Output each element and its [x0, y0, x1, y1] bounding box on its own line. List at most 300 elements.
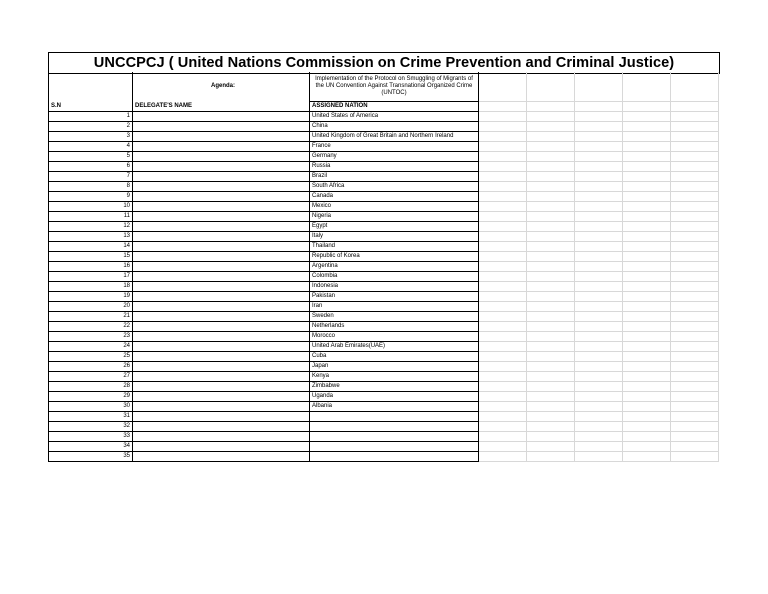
- empty-cell[interactable]: [671, 152, 719, 162]
- delegate-name-cell[interactable]: [133, 252, 310, 262]
- assigned-nation-cell[interactable]: Argentina: [310, 262, 479, 272]
- empty-cell[interactable]: [575, 452, 623, 462]
- sn-cell[interactable]: 12: [49, 222, 133, 232]
- empty-cell[interactable]: [671, 322, 719, 332]
- empty-cell[interactable]: [575, 422, 623, 432]
- empty-cell[interactable]: [575, 142, 623, 152]
- assigned-nation-cell[interactable]: Indonesia: [310, 282, 479, 292]
- empty-cell[interactable]: [479, 272, 527, 282]
- empty-cell[interactable]: [479, 172, 527, 182]
- sn-cell[interactable]: 5: [49, 152, 133, 162]
- sn-cell[interactable]: 19: [49, 292, 133, 302]
- delegate-name-cell[interactable]: [133, 132, 310, 142]
- empty-cell[interactable]: [623, 222, 671, 232]
- empty-cell[interactable]: [479, 152, 527, 162]
- assigned-nation-cell[interactable]: Egypt: [310, 222, 479, 232]
- delegate-name-cell[interactable]: [133, 352, 310, 362]
- empty-cell[interactable]: [527, 162, 575, 172]
- empty-cell[interactable]: [527, 172, 575, 182]
- sn-cell[interactable]: 3: [49, 132, 133, 142]
- empty-cell[interactable]: [527, 382, 575, 392]
- empty-cell[interactable]: [527, 242, 575, 252]
- delegate-name-cell[interactable]: [133, 272, 310, 282]
- empty-cell[interactable]: [527, 252, 575, 262]
- header-nation[interactable]: ASSIGNED NATION: [310, 102, 479, 112]
- empty-cell[interactable]: [623, 372, 671, 382]
- empty-cell[interactable]: [527, 292, 575, 302]
- sn-cell[interactable]: 15: [49, 252, 133, 262]
- empty-cell[interactable]: [527, 332, 575, 342]
- sn-cell[interactable]: 18: [49, 282, 133, 292]
- empty-cell[interactable]: [623, 352, 671, 362]
- sheet-title[interactable]: UNCCPCJ ( United Nations Commission on Crime Prevention and Criminal Justice): [48, 52, 720, 74]
- empty-cell[interactable]: [527, 442, 575, 452]
- empty-cell[interactable]: [479, 422, 527, 432]
- assigned-nation-cell[interactable]: Zimbabwe: [310, 382, 479, 392]
- empty-cell[interactable]: [575, 162, 623, 172]
- empty-cell[interactable]: [671, 332, 719, 342]
- empty-cell[interactable]: [479, 362, 527, 372]
- sn-cell[interactable]: 7: [49, 172, 133, 182]
- empty-cell[interactable]: [623, 252, 671, 262]
- empty-cell[interactable]: [479, 442, 527, 452]
- empty-cell[interactable]: [575, 382, 623, 392]
- delegate-name-cell[interactable]: [133, 412, 310, 422]
- assigned-nation-cell[interactable]: [310, 452, 479, 462]
- empty-cell[interactable]: [527, 262, 575, 272]
- empty-cell[interactable]: [527, 212, 575, 222]
- empty-cell[interactable]: [671, 182, 719, 192]
- sn-cell[interactable]: 24: [49, 342, 133, 352]
- assigned-nation-cell[interactable]: United States of America: [310, 112, 479, 122]
- empty-cell[interactable]: [527, 132, 575, 142]
- empty-cell[interactable]: [671, 112, 719, 122]
- empty-cell[interactable]: [479, 222, 527, 232]
- empty-cell[interactable]: [623, 122, 671, 132]
- empty-cell[interactable]: [671, 312, 719, 322]
- empty-cell[interactable]: [527, 392, 575, 402]
- delegate-name-cell[interactable]: [133, 382, 310, 392]
- empty-cell[interactable]: [575, 242, 623, 252]
- empty-cell[interactable]: [623, 262, 671, 272]
- sn-cell[interactable]: 1: [49, 112, 133, 122]
- delegate-name-cell[interactable]: [133, 142, 310, 152]
- empty-cell[interactable]: [671, 132, 719, 142]
- empty-cell[interactable]: [479, 182, 527, 192]
- empty-cell[interactable]: [575, 312, 623, 322]
- sn-cell[interactable]: 29: [49, 392, 133, 402]
- empty-cell[interactable]: [671, 102, 719, 112]
- empty-cell[interactable]: [671, 382, 719, 392]
- empty-cell[interactable]: [671, 342, 719, 352]
- sn-cell[interactable]: 2: [49, 122, 133, 132]
- empty-cell[interactable]: [671, 272, 719, 282]
- empty-cell[interactable]: [575, 182, 623, 192]
- sn-cell[interactable]: 4: [49, 142, 133, 152]
- empty-cell[interactable]: [623, 442, 671, 452]
- empty-cell[interactable]: [671, 362, 719, 372]
- empty-cell[interactable]: [527, 122, 575, 132]
- empty-cell[interactable]: [479, 112, 527, 122]
- empty-cell[interactable]: [623, 432, 671, 442]
- empty-cell[interactable]: [49, 72, 133, 102]
- table-row: [49, 162, 719, 172]
- delegate-name-cell[interactable]: [133, 212, 310, 222]
- assigned-nation-cell[interactable]: Japan: [310, 362, 479, 372]
- empty-cell[interactable]: [527, 202, 575, 212]
- delegate-name-cell[interactable]: [133, 362, 310, 372]
- empty-cell[interactable]: [575, 402, 623, 412]
- sn-cell[interactable]: 11: [49, 212, 133, 222]
- empty-cell[interactable]: [671, 452, 719, 462]
- empty-cell[interactable]: [479, 242, 527, 252]
- assigned-nation-cell[interactable]: Thailand: [310, 242, 479, 252]
- empty-cell[interactable]: [575, 332, 623, 342]
- empty-cell[interactable]: [575, 132, 623, 142]
- assigned-nation-cell[interactable]: Italy: [310, 232, 479, 242]
- sn-cell[interactable]: 17: [49, 272, 133, 282]
- empty-cell[interactable]: [527, 422, 575, 432]
- empty-cell[interactable]: [479, 72, 527, 102]
- assigned-nation-cell[interactable]: [310, 422, 479, 432]
- empty-cell[interactable]: [575, 172, 623, 182]
- delegate-name-cell[interactable]: [133, 232, 310, 242]
- empty-cell[interactable]: [623, 382, 671, 392]
- empty-cell[interactable]: [623, 282, 671, 292]
- empty-cell[interactable]: [527, 282, 575, 292]
- sn-cell[interactable]: 28: [49, 382, 133, 392]
- delegate-name-cell[interactable]: [133, 222, 310, 232]
- empty-cell[interactable]: [527, 432, 575, 442]
- sn-cell[interactable]: 8: [49, 182, 133, 192]
- delegate-name-cell[interactable]: [133, 372, 310, 382]
- empty-cell[interactable]: [671, 252, 719, 262]
- empty-cell[interactable]: [479, 392, 527, 402]
- empty-cell[interactable]: [671, 162, 719, 172]
- empty-cell[interactable]: [623, 162, 671, 172]
- assigned-nation-cell[interactable]: [310, 432, 479, 442]
- sn-cell[interactable]: 23: [49, 332, 133, 342]
- empty-cell[interactable]: [671, 372, 719, 382]
- assigned-nation-cell[interactable]: France: [310, 142, 479, 152]
- empty-cell[interactable]: [527, 312, 575, 322]
- empty-cell[interactable]: [623, 102, 671, 112]
- empty-cell[interactable]: [527, 412, 575, 422]
- empty-cell[interactable]: [527, 72, 575, 102]
- sn-cell[interactable]: 31: [49, 412, 133, 422]
- empty-cell[interactable]: [575, 442, 623, 452]
- empty-cell[interactable]: [671, 222, 719, 232]
- empty-cell[interactable]: [479, 282, 527, 292]
- header-sn[interactable]: S.N: [49, 102, 133, 112]
- empty-cell[interactable]: [623, 392, 671, 402]
- empty-cell[interactable]: [575, 372, 623, 382]
- empty-cell[interactable]: [671, 172, 719, 182]
- empty-cell[interactable]: [671, 402, 719, 412]
- empty-cell[interactable]: [479, 262, 527, 272]
- empty-cell[interactable]: [671, 422, 719, 432]
- sn-cell[interactable]: 6: [49, 162, 133, 172]
- empty-cell[interactable]: [623, 322, 671, 332]
- empty-cell[interactable]: [623, 342, 671, 352]
- empty-cell[interactable]: [623, 452, 671, 462]
- sn-cell[interactable]: 9: [49, 192, 133, 202]
- empty-cell[interactable]: [623, 412, 671, 422]
- assigned-nation-cell[interactable]: Republic of Korea: [310, 252, 479, 262]
- sn-cell[interactable]: 20: [49, 302, 133, 312]
- delegate-name-cell[interactable]: [133, 242, 310, 252]
- empty-cell[interactable]: [575, 152, 623, 162]
- empty-cell[interactable]: [623, 172, 671, 182]
- empty-cell[interactable]: [479, 202, 527, 212]
- empty-cell[interactable]: [479, 212, 527, 222]
- empty-cell[interactable]: [623, 182, 671, 192]
- delegate-name-cell[interactable]: [133, 202, 310, 212]
- empty-cell[interactable]: [575, 222, 623, 232]
- empty-cell[interactable]: [479, 452, 527, 462]
- empty-cell[interactable]: [527, 452, 575, 462]
- empty-cell[interactable]: [575, 342, 623, 352]
- empty-cell[interactable]: [671, 242, 719, 252]
- empty-cell[interactable]: [623, 242, 671, 252]
- empty-cell[interactable]: [527, 362, 575, 372]
- delegate-name-cell[interactable]: [133, 282, 310, 292]
- empty-cell[interactable]: [671, 432, 719, 442]
- empty-cell[interactable]: [623, 192, 671, 202]
- empty-cell[interactable]: [527, 372, 575, 382]
- empty-cell[interactable]: [575, 302, 623, 312]
- empty-cell[interactable]: [575, 72, 623, 102]
- empty-cell[interactable]: [575, 252, 623, 262]
- empty-cell[interactable]: [575, 432, 623, 442]
- header-delegate[interactable]: DELEGATE'S NAME: [133, 102, 310, 112]
- assigned-nation-cell[interactable]: China: [310, 122, 479, 132]
- sn-cell[interactable]: 30: [49, 402, 133, 412]
- assigned-nation-cell[interactable]: Iran: [310, 302, 479, 312]
- delegate-name-cell[interactable]: [133, 452, 310, 462]
- assigned-nation-cell[interactable]: Germany: [310, 152, 479, 162]
- sn-cell[interactable]: 10: [49, 202, 133, 212]
- assigned-nation-cell[interactable]: Sweden: [310, 312, 479, 322]
- empty-cell[interactable]: [575, 102, 623, 112]
- delegate-name-cell[interactable]: [133, 122, 310, 132]
- empty-cell[interactable]: [527, 352, 575, 362]
- assigned-nation-cell[interactable]: Canada: [310, 192, 479, 202]
- empty-cell[interactable]: [671, 412, 719, 422]
- empty-cell[interactable]: [575, 292, 623, 302]
- empty-cell[interactable]: [623, 422, 671, 432]
- empty-cell[interactable]: [575, 282, 623, 292]
- delegate-name-cell[interactable]: [133, 432, 310, 442]
- empty-cell[interactable]: [575, 362, 623, 372]
- empty-cell[interactable]: [527, 102, 575, 112]
- empty-cell[interactable]: [479, 292, 527, 302]
- empty-cell[interactable]: [575, 122, 623, 132]
- sn-cell[interactable]: 13: [49, 232, 133, 242]
- empty-cell[interactable]: [479, 382, 527, 392]
- empty-cell[interactable]: [671, 442, 719, 452]
- empty-cell[interactable]: [623, 302, 671, 312]
- empty-cell[interactable]: [575, 272, 623, 282]
- empty-cell[interactable]: [479, 342, 527, 352]
- empty-cell[interactable]: [479, 432, 527, 442]
- sn-cell[interactable]: 14: [49, 242, 133, 252]
- sn-cell[interactable]: 35: [49, 452, 133, 462]
- empty-cell[interactable]: [575, 412, 623, 422]
- assigned-nation-cell[interactable]: [310, 412, 479, 422]
- empty-cell[interactable]: [671, 352, 719, 362]
- assigned-nation-cell[interactable]: Kenya: [310, 372, 479, 382]
- empty-cell[interactable]: [527, 322, 575, 332]
- sn-cell[interactable]: 34: [49, 442, 133, 452]
- empty-cell[interactable]: [527, 232, 575, 242]
- empty-cell[interactable]: [479, 302, 527, 312]
- sn-cell[interactable]: 27: [49, 372, 133, 382]
- empty-cell[interactable]: [575, 232, 623, 242]
- empty-cell[interactable]: [671, 282, 719, 292]
- empty-cell[interactable]: [527, 302, 575, 312]
- empty-cell[interactable]: [671, 122, 719, 132]
- empty-cell[interactable]: [575, 262, 623, 272]
- empty-cell[interactable]: [623, 142, 671, 152]
- empty-cell[interactable]: [479, 322, 527, 332]
- empty-cell[interactable]: [479, 312, 527, 322]
- empty-cell[interactable]: [479, 142, 527, 152]
- empty-cell[interactable]: [623, 232, 671, 242]
- empty-cell[interactable]: [623, 132, 671, 142]
- assigned-nation-cell[interactable]: United Arab Emirates(UAE): [310, 342, 479, 352]
- assigned-nation-cell[interactable]: Pakistan: [310, 292, 479, 302]
- assigned-nation-cell[interactable]: Netherlands: [310, 322, 479, 332]
- empty-cell[interactable]: [479, 252, 527, 262]
- agenda-text[interactable]: Implementation of the Protocol on Smuggling of Migrants of the UN Convention Against Transnational Organized Crime (UNTOC): [310, 72, 479, 102]
- empty-cell[interactable]: [479, 192, 527, 202]
- delegate-name-cell[interactable]: [133, 442, 310, 452]
- empty-cell[interactable]: [527, 192, 575, 202]
- assigned-nation-cell[interactable]: Uganda: [310, 392, 479, 402]
- delegate-name-cell[interactable]: [133, 182, 310, 192]
- empty-cell[interactable]: [671, 192, 719, 202]
- empty-cell[interactable]: [671, 72, 719, 102]
- delegate-name-cell[interactable]: [133, 392, 310, 402]
- empty-cell[interactable]: [623, 332, 671, 342]
- table-row: [49, 132, 719, 142]
- assigned-nation-cell[interactable]: Cuba: [310, 352, 479, 362]
- assigned-nation-cell[interactable]: Russia: [310, 162, 479, 172]
- empty-cell[interactable]: [623, 312, 671, 322]
- delegate-name-cell[interactable]: [133, 402, 310, 412]
- sn-cell[interactable]: 21: [49, 312, 133, 322]
- sn-cell[interactable]: 16: [49, 262, 133, 272]
- assigned-nation-cell[interactable]: Nigeria: [310, 212, 479, 222]
- empty-cell[interactable]: [575, 192, 623, 202]
- empty-cell[interactable]: [623, 362, 671, 372]
- empty-cell[interactable]: [671, 262, 719, 272]
- empty-cell[interactable]: [479, 122, 527, 132]
- delegate-name-cell[interactable]: [133, 152, 310, 162]
- empty-cell[interactable]: [671, 202, 719, 212]
- agenda-label[interactable]: Agenda:: [133, 72, 310, 102]
- assigned-nation-cell[interactable]: United Kingdom of Great Britain and Northern Ireland: [310, 132, 479, 142]
- empty-cell[interactable]: [527, 342, 575, 352]
- delegate-name-cell[interactable]: [133, 192, 310, 202]
- empty-cell[interactable]: [479, 232, 527, 242]
- sn-cell[interactable]: 22: [49, 322, 133, 332]
- delegate-name-cell[interactable]: [133, 322, 310, 332]
- sn-cell[interactable]: 26: [49, 362, 133, 372]
- empty-cell[interactable]: [671, 142, 719, 152]
- table-row: [49, 412, 719, 422]
- empty-cell[interactable]: [671, 292, 719, 302]
- delegate-name-cell[interactable]: [133, 162, 310, 172]
- assigned-nation-cell[interactable]: Albania: [310, 402, 479, 412]
- empty-cell[interactable]: [671, 232, 719, 242]
- empty-cell[interactable]: [527, 142, 575, 152]
- empty-cell[interactable]: [575, 352, 623, 362]
- assigned-nation-cell[interactable]: Brazil: [310, 172, 479, 182]
- empty-cell[interactable]: [623, 212, 671, 222]
- empty-cell[interactable]: [575, 392, 623, 402]
- empty-cell[interactable]: [479, 132, 527, 142]
- empty-cell[interactable]: [527, 402, 575, 412]
- empty-cell[interactable]: [479, 162, 527, 172]
- empty-cell[interactable]: [479, 352, 527, 362]
- delegate-name-cell[interactable]: [133, 342, 310, 352]
- empty-cell[interactable]: [671, 302, 719, 312]
- empty-cell[interactable]: [575, 322, 623, 332]
- empty-cell[interactable]: [623, 292, 671, 302]
- empty-cell[interactable]: [623, 72, 671, 102]
- empty-cell[interactable]: [527, 222, 575, 232]
- assigned-nation-cell[interactable]: Mexico: [310, 202, 479, 212]
- empty-cell[interactable]: [575, 202, 623, 212]
- empty-cell[interactable]: [623, 202, 671, 212]
- assigned-nation-cell[interactable]: Colombia: [310, 272, 479, 282]
- empty-cell[interactable]: [623, 152, 671, 162]
- delegate-name-cell[interactable]: [133, 262, 310, 272]
- delegate-name-cell[interactable]: [133, 302, 310, 312]
- delegate-name-cell[interactable]: [133, 172, 310, 182]
- empty-cell[interactable]: [575, 112, 623, 122]
- empty-cell[interactable]: [671, 212, 719, 222]
- sn-cell[interactable]: 25: [49, 352, 133, 362]
- empty-cell[interactable]: [479, 372, 527, 382]
- empty-cell[interactable]: [527, 182, 575, 192]
- empty-cell[interactable]: [575, 212, 623, 222]
- empty-cell[interactable]: [527, 272, 575, 282]
- empty-cell[interactable]: [479, 402, 527, 412]
- empty-cell[interactable]: [479, 332, 527, 342]
- delegate-name-cell[interactable]: [133, 422, 310, 432]
- empty-cell[interactable]: [527, 152, 575, 162]
- empty-cell[interactable]: [623, 112, 671, 122]
- empty-cell[interactable]: [479, 412, 527, 422]
- assigned-nation-cell[interactable]: [310, 442, 479, 452]
- empty-cell[interactable]: [479, 102, 527, 112]
- delegate-name-cell[interactable]: [133, 312, 310, 322]
- empty-cell[interactable]: [623, 272, 671, 282]
- delegate-name-cell[interactable]: [133, 112, 310, 122]
- delegate-name-cell[interactable]: [133, 332, 310, 342]
- assigned-nation-cell[interactable]: Morocco: [310, 332, 479, 342]
- empty-cell[interactable]: [671, 392, 719, 402]
- empty-cell[interactable]: [623, 402, 671, 412]
- sn-cell[interactable]: 32: [49, 422, 133, 432]
- empty-cell[interactable]: [527, 112, 575, 122]
- delegate-name-cell[interactable]: [133, 292, 310, 302]
- sn-cell[interactable]: 33: [49, 432, 133, 442]
- assigned-nation-cell[interactable]: South Africa: [310, 182, 479, 192]
